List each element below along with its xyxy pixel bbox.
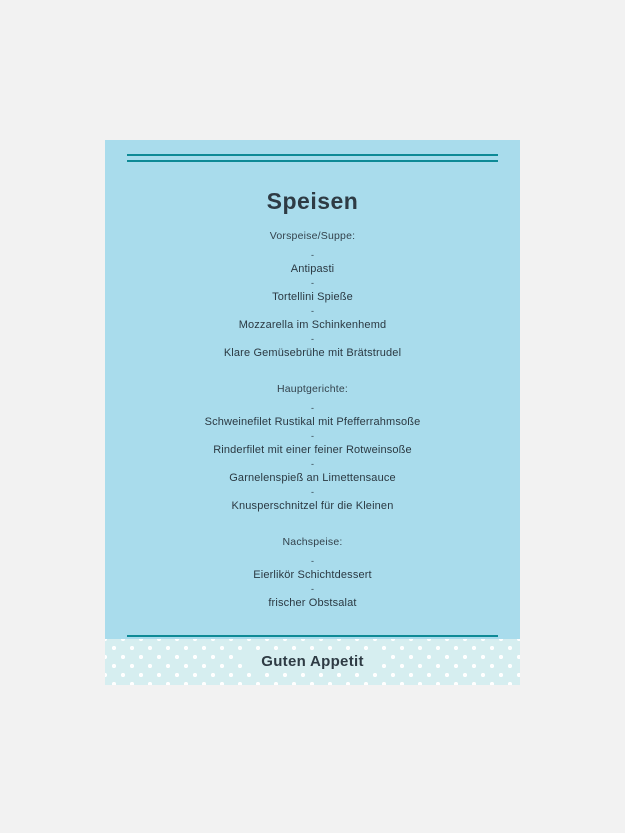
footer-label: Guten Appetit [243,653,382,670]
menu-item: Eierlikör Schichtdessert [253,569,372,581]
item-separator: - [311,431,314,441]
section-separator: - [311,250,314,260]
bottom-rule [127,635,498,637]
section-heading: Hauptgerichte: [276,383,349,395]
menu-section-dessert [105,536,520,611]
item-separator: - [311,584,314,594]
menu-item: Garnelenspieß an Limettensauce [229,472,396,484]
menu-section-mains [105,383,520,514]
section-separator: - [311,403,314,413]
menu-item: Antipasti [290,263,335,275]
menu-item: Knusperschnitzel für die Kleinen [231,500,394,512]
item-separator: - [311,487,314,497]
menu-section-starters [105,230,520,361]
item-separator: - [311,278,314,288]
menu-title: Speisen [266,188,359,214]
footer-text-wrapper [105,653,520,670]
section-separator: - [311,556,314,566]
top-rule-upper [127,154,498,156]
item-separator: - [311,334,314,344]
menu-item: Tortellini Spieße [272,291,353,303]
menu-item: Schweinefilet Rustikal mit Pfefferrahmsoße [204,416,421,428]
item-separator: - [311,306,314,316]
top-rule-lower [127,160,498,162]
menu-sections [105,230,520,633]
menu-item: Rinderfilet mit einer feiner Rotweinsoße [213,444,412,456]
menu-item: frischer Obstsalat [268,597,357,609]
menu-item: Klare Gemüsebrühe mit Brätstrudel [223,347,402,359]
menu-item: Mozzarella im Schinkenhemd [238,319,387,331]
menu-footer-band [105,639,520,685]
section-heading: Nachspeise: [282,536,343,548]
item-separator: - [311,459,314,469]
menu-card [105,140,520,685]
section-heading: Vorspeise/Suppe: [269,230,356,242]
